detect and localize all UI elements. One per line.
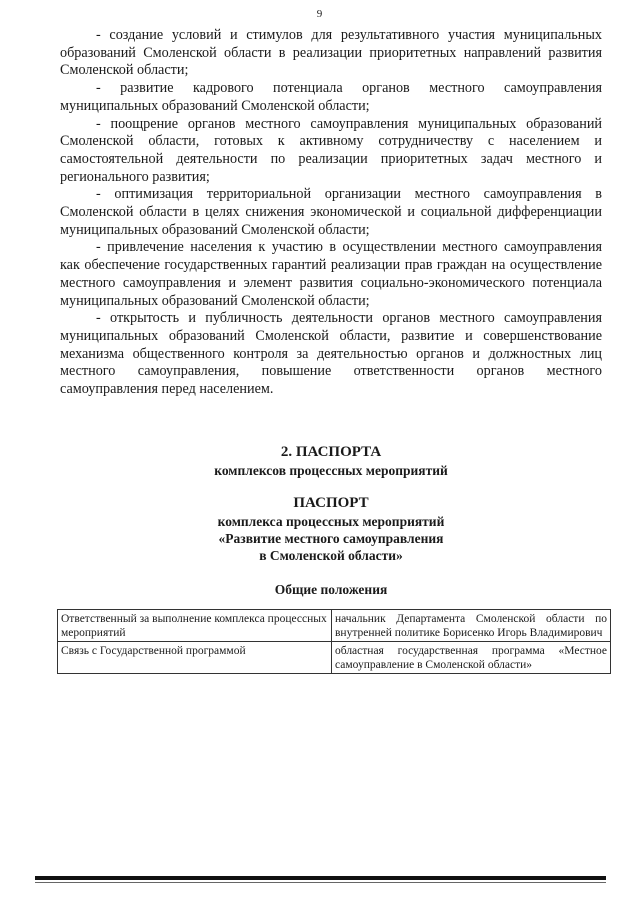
table-cell-label: Ответственный за выполнение комплекса процессных мероприятий	[58, 610, 332, 642]
section-subtitle: комплексов процессных мероприятий	[214, 463, 448, 478]
paragraph-openness: - открытость и публичность деятельности органов местного самоуправления муниципальных образований Смоленской области, развитие и совершенствование механизма общественного контроля за деятельностью органов и должностных лиц местного самоуправления, повышение ответственности органов местного самоуправления перед населением.	[60, 310, 602, 398]
passport-line-3: в Смоленской области»	[259, 548, 403, 563]
table-cell-value: областная государственная программа «Местное самоуправление в Смоленской области»	[332, 642, 611, 674]
general-provisions-table	[57, 609, 611, 674]
section-heading	[60, 443, 602, 479]
general-provisions-heading: Общие положения	[274, 582, 388, 597]
table-cell-label: Связь с Государственной программой	[58, 642, 332, 674]
paragraph-optimization: - оптимизация территориальной организации местного самоуправления в Смоленской области в целях снижения экономической и социальной дифференциации муниципальных образований Смоленской области;	[60, 186, 602, 238]
body-text	[60, 27, 602, 399]
paragraph-personnel: - развитие кадрового потенциала органов местного самоуправления муниципальных образований Смоленской области;	[60, 80, 602, 114]
page-number: 9	[316, 8, 323, 20]
table-row	[58, 610, 611, 642]
table-row	[58, 642, 611, 674]
section-title: 2. ПАСПОРТА	[280, 444, 382, 460]
passport-line-1: комплекса процессных мероприятий	[217, 514, 445, 529]
passport-title: ПАСПОРТ	[293, 495, 369, 511]
scan-edge-line-thin	[35, 882, 606, 883]
paragraph-encouragement: - поощрение органов местного самоуправления муниципальных образований Смоленской области, готовых к активному сотрудничеству с населением и самостоятельной деятельности по реализации приоритетных задач местного и регионального развития;	[60, 115, 602, 185]
passport-heading	[60, 493, 602, 564]
paragraph-conditions: - создание условий и стимулов для результативного участия муниципальных образований Смоленской области в реализации приоритетных направлений развития Смоленской области;	[60, 27, 602, 79]
table-cell-value: начальник Департамента Смоленской области по внутренней политике Борисенко Игорь Владимирович	[332, 610, 611, 642]
paragraph-involvement: - привлечение населения к участию в осуществлении местного самоуправления как обеспечение государственных гарантий реализации прав граждан на осуществление местного самоуправления и элемент развития социально-экономического потенциала муниципальных образований Смоленской области;	[60, 239, 602, 309]
passport-line-2: «Развитие местного самоуправления	[218, 531, 444, 546]
scan-edge-line	[35, 876, 606, 880]
